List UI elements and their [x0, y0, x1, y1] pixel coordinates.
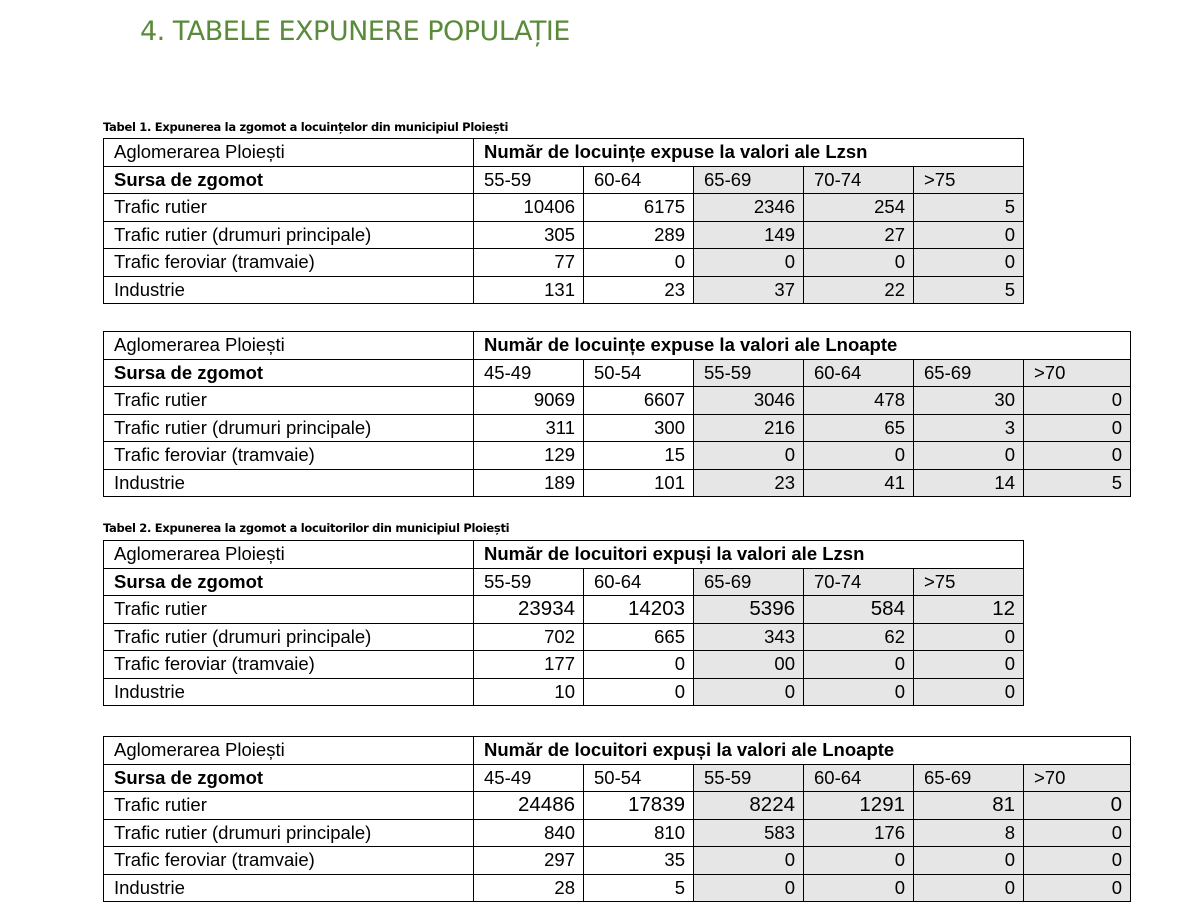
cell: 0 — [914, 442, 1024, 470]
cell: 0 — [584, 249, 694, 277]
cell: 0 — [804, 874, 914, 902]
table-row — [104, 678, 1024, 706]
band-header: 60-64 — [584, 568, 694, 596]
cell: 37 — [694, 276, 804, 304]
cell: 00 — [694, 651, 804, 679]
cell: 810 — [584, 819, 694, 847]
table2-caption: Tabel 2. Expunerea la zgomot a locuitorilor din municipiul Ploiești — [103, 521, 510, 535]
table-corner: Aglomerarea Ploiești — [104, 139, 474, 167]
cell: 0 — [1024, 847, 1131, 875]
cell: 176 — [804, 819, 914, 847]
cell: 254 — [804, 194, 914, 222]
band-header: 70-74 — [804, 568, 914, 596]
cell: 14 — [914, 469, 1024, 497]
cell: 0 — [694, 249, 804, 277]
table-row — [104, 596, 1024, 624]
cell: 14203 — [584, 596, 694, 624]
cell: 0 — [914, 874, 1024, 902]
cell: 300 — [584, 414, 694, 442]
cell: 0 — [914, 678, 1024, 706]
row-label: Trafic rutier — [104, 387, 474, 415]
cell: 289 — [584, 221, 694, 249]
band-header: 55-59 — [694, 359, 804, 387]
cell: 5396 — [694, 596, 804, 624]
cell: 478 — [804, 387, 914, 415]
cell: 12 — [914, 596, 1024, 624]
cell: 30 — [914, 387, 1024, 415]
source-label: Sursa de zgomot — [104, 166, 474, 194]
cell: 5 — [914, 194, 1024, 222]
table-header: Număr de locuitori expuși la valori ale Lnoapte — [474, 737, 1131, 765]
cell: 3046 — [694, 387, 804, 415]
cell: 311 — [474, 414, 584, 442]
band-header: 65-69 — [914, 764, 1024, 792]
band-header: >75 — [914, 166, 1024, 194]
cell: 0 — [1024, 387, 1131, 415]
table1-caption: Tabel 1. Expunerea la zgomot a locuințelor din municipiul Ploiești — [103, 120, 509, 134]
page-heading: 4. TABELE EXPUNERE POPULAȚIE — [140, 16, 570, 47]
table-row — [104, 194, 1024, 222]
table-dwellings-lnoapte — [103, 331, 1131, 497]
cell: 584 — [804, 596, 914, 624]
table-row — [104, 221, 1024, 249]
band-header: 60-64 — [804, 764, 914, 792]
table-corner: Aglomerarea Ploiești — [104, 332, 474, 360]
band-header: 50-54 — [584, 359, 694, 387]
table-corner: Aglomerarea Ploiești — [104, 737, 474, 765]
row-label: Trafic feroviar (tramvaie) — [104, 847, 474, 875]
table-header: Număr de locuințe expuse la valori ale Lnoapte — [474, 332, 1131, 360]
table-row — [104, 623, 1024, 651]
table-header: Număr de locuitori expuși la valori ale Lzsn — [474, 541, 1024, 569]
cell: 8 — [914, 819, 1024, 847]
table-row — [104, 651, 1024, 679]
band-header: >75 — [914, 568, 1024, 596]
cell: 177 — [474, 651, 584, 679]
row-label: Trafic rutier (drumuri principale) — [104, 819, 474, 847]
cell: 0 — [694, 442, 804, 470]
source-label: Sursa de zgomot — [104, 359, 474, 387]
row-label: Trafic rutier (drumuri principale) — [104, 221, 474, 249]
band-header: >70 — [1024, 359, 1131, 387]
cell: 0 — [804, 651, 914, 679]
table-row — [104, 442, 1131, 470]
band-header: 65-69 — [694, 166, 804, 194]
cell: 0 — [914, 847, 1024, 875]
table-row — [104, 387, 1131, 415]
cell: 77 — [474, 249, 584, 277]
cell: 0 — [1024, 874, 1131, 902]
band-header: >70 — [1024, 764, 1131, 792]
cell: 3 — [914, 414, 1024, 442]
cell: 27 — [804, 221, 914, 249]
band-header: 45-49 — [474, 764, 584, 792]
cell: 9069 — [474, 387, 584, 415]
cell: 10406 — [474, 194, 584, 222]
table-row — [104, 249, 1024, 277]
band-header: 50-54 — [584, 764, 694, 792]
band-header: 70-74 — [804, 166, 914, 194]
table-row — [104, 414, 1131, 442]
cell: 41 — [804, 469, 914, 497]
cell: 297 — [474, 847, 584, 875]
table-dwellings-lzsn — [103, 138, 1024, 304]
cell: 0 — [914, 623, 1024, 651]
cell: 23 — [694, 469, 804, 497]
cell: 129 — [474, 442, 584, 470]
row-label: Trafic feroviar (tramvaie) — [104, 442, 474, 470]
row-label: Trafic rutier (drumuri principale) — [104, 623, 474, 651]
cell: 22 — [804, 276, 914, 304]
cell: 583 — [694, 819, 804, 847]
table-row — [104, 874, 1131, 902]
table-header: Număr de locuințe expuse la valori ale Lzsn — [474, 139, 1024, 167]
band-header: 65-69 — [914, 359, 1024, 387]
band-header: 65-69 — [694, 568, 804, 596]
cell: 343 — [694, 623, 804, 651]
cell: 189 — [474, 469, 584, 497]
cell: 15 — [584, 442, 694, 470]
cell: 35 — [584, 847, 694, 875]
table-row — [104, 847, 1131, 875]
band-header: 55-59 — [474, 166, 584, 194]
source-label: Sursa de zgomot — [104, 568, 474, 596]
cell: 23934 — [474, 596, 584, 624]
cell: 0 — [694, 874, 804, 902]
cell: 5 — [584, 874, 694, 902]
row-label: Trafic feroviar (tramvaie) — [104, 249, 474, 277]
cell: 131 — [474, 276, 584, 304]
cell: 6175 — [584, 194, 694, 222]
cell: 0 — [694, 847, 804, 875]
table-row — [104, 469, 1131, 497]
cell: 216 — [694, 414, 804, 442]
cell: 0 — [804, 847, 914, 875]
cell: 5 — [914, 276, 1024, 304]
cell: 0 — [914, 221, 1024, 249]
table-row — [104, 792, 1131, 820]
table-corner: Aglomerarea Ploiești — [104, 541, 474, 569]
row-label: Industrie — [104, 469, 474, 497]
table-row — [104, 819, 1131, 847]
table-row — [104, 276, 1024, 304]
cell: 6607 — [584, 387, 694, 415]
cell: 0 — [1024, 819, 1131, 847]
cell: 0 — [914, 651, 1024, 679]
row-label: Industrie — [104, 874, 474, 902]
cell: 0 — [804, 249, 914, 277]
cell: 10 — [474, 678, 584, 706]
cell: 0 — [804, 678, 914, 706]
cell: 17839 — [584, 792, 694, 820]
band-header: 55-59 — [694, 764, 804, 792]
band-header: 45-49 — [474, 359, 584, 387]
source-label: Sursa de zgomot — [104, 764, 474, 792]
cell: 81 — [914, 792, 1024, 820]
cell: 0 — [584, 651, 694, 679]
cell: 101 — [584, 469, 694, 497]
cell: 840 — [474, 819, 584, 847]
cell: 0 — [694, 678, 804, 706]
band-header: 55-59 — [474, 568, 584, 596]
row-label: Trafic rutier — [104, 792, 474, 820]
cell: 65 — [804, 414, 914, 442]
cell: 2346 — [694, 194, 804, 222]
cell: 0 — [804, 442, 914, 470]
cell: 62 — [804, 623, 914, 651]
cell: 0 — [914, 249, 1024, 277]
cell: 305 — [474, 221, 584, 249]
row-label: Trafic feroviar (tramvaie) — [104, 651, 474, 679]
cell: 23 — [584, 276, 694, 304]
row-label: Trafic rutier — [104, 194, 474, 222]
cell: 24486 — [474, 792, 584, 820]
cell: 665 — [584, 623, 694, 651]
row-label: Trafic rutier — [104, 596, 474, 624]
cell: 149 — [694, 221, 804, 249]
row-label: Industrie — [104, 678, 474, 706]
table-inhabitants-lnoapte — [103, 736, 1131, 902]
cell: 28 — [474, 874, 584, 902]
cell: 0 — [584, 678, 694, 706]
table-inhabitants-lzsn — [103, 540, 1024, 706]
cell: 5 — [1024, 469, 1131, 497]
cell: 0 — [1024, 414, 1131, 442]
cell: 0 — [1024, 792, 1131, 820]
cell: 702 — [474, 623, 584, 651]
cell: 8224 — [694, 792, 804, 820]
band-header: 60-64 — [804, 359, 914, 387]
row-label: Trafic rutier (drumuri principale) — [104, 414, 474, 442]
band-header: 60-64 — [584, 166, 694, 194]
row-label: Industrie — [104, 276, 474, 304]
cell: 1291 — [804, 792, 914, 820]
cell: 0 — [1024, 442, 1131, 470]
